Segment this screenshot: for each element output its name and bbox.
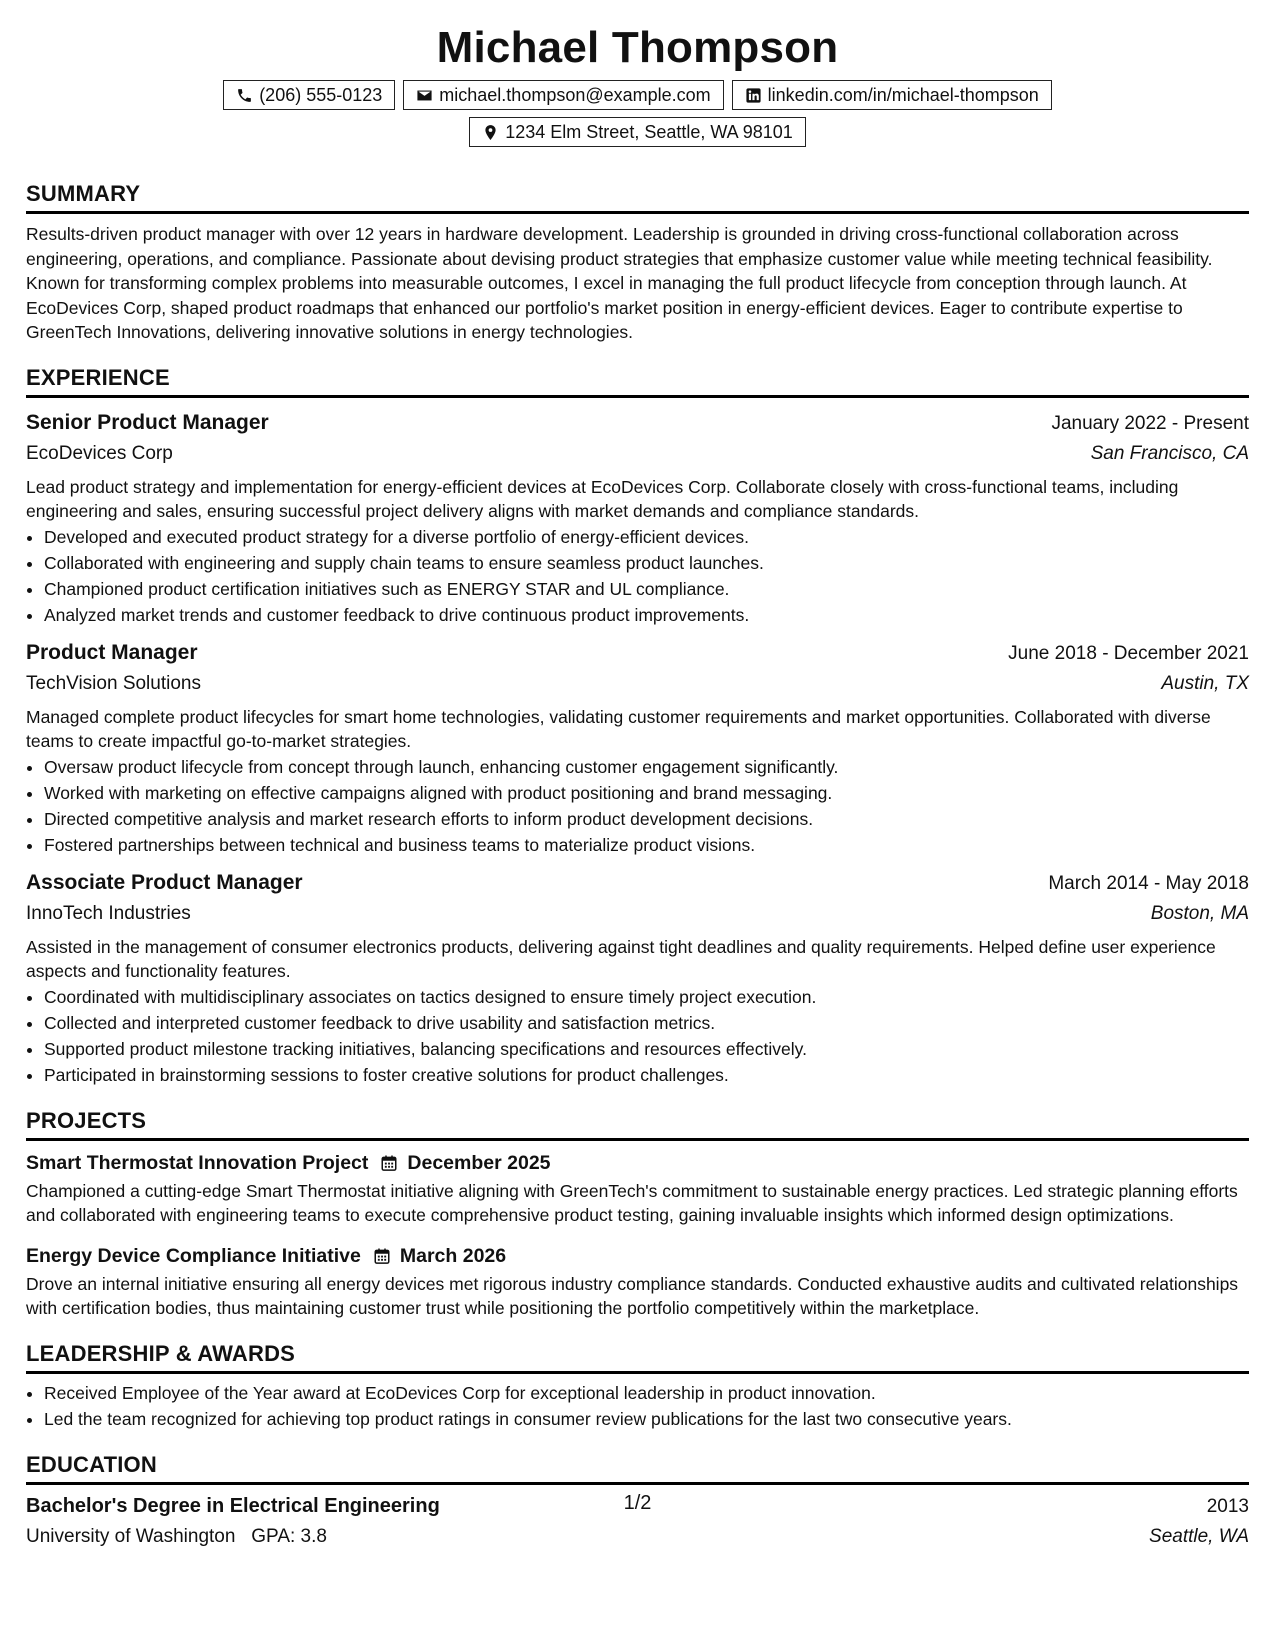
project-entry xyxy=(26,1149,1249,1228)
phone-text: (206) 555-0123 xyxy=(259,84,383,105)
list-item: • Received Employee of the Year award at EcoDevices Corp for exceptional leadership in product innovation. xyxy=(44,1380,1249,1406)
job-location: Boston, MA xyxy=(1150,902,1249,924)
list-item: • Coordinated with multidisciplinary associates on tactics designed to ensure timely project execution. xyxy=(44,984,1249,1010)
job-bullets xyxy=(26,754,1249,858)
calendar-icon xyxy=(373,1247,391,1265)
list-item: • Directed competitive analysis and market research efforts to inform product development decisions. xyxy=(44,806,1249,832)
list-item: • Collected and interpreted customer feedback to drive usability and satisfaction metrics. xyxy=(44,1010,1249,1036)
list-item: • Worked with marketing on effective campaigns aligned with product positioning and brand messaging. xyxy=(44,780,1249,806)
list-item: • Fostered partnerships between technical and business teams to materialize product visions. xyxy=(44,832,1249,858)
project-date: December 2025 xyxy=(407,1151,551,1174)
list-item: • Supported product milestone tracking initiatives, balancing specifications and resources effectively. xyxy=(44,1036,1249,1062)
list-item: • Developed and executed product strategy for a diverse portfolio of energy-efficient devices. xyxy=(44,524,1249,550)
degree-title: Bachelor's Degree in Electrical Engineering xyxy=(26,1494,440,1517)
job-title: Senior Product Manager xyxy=(26,410,269,434)
job-entry xyxy=(26,868,1249,1088)
job-location: San Francisco, CA xyxy=(1090,442,1249,464)
project-date: March 2026 xyxy=(399,1244,507,1267)
leadership-heading: LEADERSHIP & AWARDS xyxy=(26,1341,1249,1374)
leadership-bullets xyxy=(26,1380,1249,1432)
linkedin-pill[interactable] xyxy=(732,80,1052,110)
job-company: EcoDevices Corp xyxy=(26,442,173,464)
envelope-icon xyxy=(416,87,433,104)
address-pill xyxy=(469,117,806,147)
page-number: 1/2 xyxy=(623,1492,652,1514)
job-title: Product Manager xyxy=(26,640,198,664)
phone-pill[interactable] xyxy=(223,80,395,110)
education-heading: EDUCATION xyxy=(26,1452,1249,1485)
job-description: Assisted in the management of consumer electronics products, delivering against tight deadlines and quality requirements. Helped define user experience aspects and functionality features. xyxy=(26,936,1216,981)
list-item: • Analyzed market trends and customer feedback to drive continuous product improvements. xyxy=(44,602,1249,628)
list-item: • Collaborated with engineering and supply chain teams to ensure seamless product launches. xyxy=(44,550,1249,576)
job-location: Austin, TX xyxy=(1161,672,1249,694)
linkedin-icon xyxy=(745,87,762,104)
job-dates: June 2018 - December 2021 xyxy=(1008,642,1249,664)
job-dates: January 2022 - Present xyxy=(1051,412,1249,434)
experience-heading: EXPERIENCE xyxy=(26,365,1249,398)
job-title: Associate Product Manager xyxy=(26,870,303,894)
job-entry xyxy=(26,408,1249,628)
projects-heading: PROJECTS xyxy=(26,1108,1249,1141)
graduation-year: 2013 xyxy=(1206,1495,1249,1517)
map-pin-icon xyxy=(482,124,499,141)
candidate-name: Michael Thompson xyxy=(436,23,839,72)
project-name: Smart Thermostat Innovation Project xyxy=(26,1151,369,1174)
email-pill[interactable] xyxy=(403,80,723,110)
job-description: Managed complete product lifecycles for smart home technologies, validating customer requirements and market opportunities. Collaborated with diverse teams to create impactful go-to-market strategies. xyxy=(26,706,1211,751)
job-description: Lead product strategy and implementation for energy-efficient devices at EcoDevices Corp. Collaborate closely with cross-functional teams, including engineering and sales, ensuring successful project delivery aligns with market demands and compliance standards. xyxy=(26,476,1179,521)
project-name: Energy Device Compliance Initiative xyxy=(26,1244,361,1267)
list-item: • Championed product certification initiatives such as ENERGY STAR and UL compliance. xyxy=(44,576,1249,602)
list-item: • Oversaw product lifecycle from concept through launch, enhancing customer engagement significantly. xyxy=(44,754,1249,780)
list-item: • Led the team recognized for achieving top product ratings in consumer review publications for the last two consecutive years. xyxy=(44,1406,1249,1432)
list-item: • Participated in brainstorming sessions to foster creative solutions for product challenges. xyxy=(44,1062,1249,1088)
job-company: InnoTech Industries xyxy=(26,902,191,924)
job-company: TechVision Solutions xyxy=(26,672,201,694)
linkedin-text: linkedin.com/in/michael-thompson xyxy=(767,84,1039,105)
address-text: 1234 Elm Street, Seattle, WA 98101 xyxy=(505,121,793,142)
job-dates: March 2014 - May 2018 xyxy=(1048,872,1249,894)
resume-page xyxy=(26,0,1249,1552)
school-location: Seattle, WA xyxy=(1149,1525,1249,1547)
project-description: Championed a cutting-edge Smart Thermostat initiative aligning with GreenTech's commitment to sustainable energy practices. Led strategic planning efforts and collaborated with engineering teams to execute comprehensive product testing, gaining invaluable insights which informed design optimizations. xyxy=(26,1180,1238,1225)
email-text: michael.thompson@example.com xyxy=(439,84,711,105)
summary-text: Results-driven product manager with over 12 years in hardware development. Leadership is grounded in driving cross-functional collaboration across engineering, operations, and compliance. Passionate about devising product strategies that emphasize customer value while meeting technical feasibility. Known for transforming complex problems into measurable outcomes, I excel in managing the full product lifecycle from conception through launch. At EcoDevices Corp, shaped product roadmaps that enhanced our portfolio's market position in energy-efficient devices. Eager to contribute expertise to GreenTech Innovations, delivering innovative solutions in energy technologies. xyxy=(26,224,1213,342)
project-entry xyxy=(26,1242,1249,1321)
job-bullets xyxy=(26,524,1249,628)
school-name: University of Washington xyxy=(26,1525,236,1547)
summary-heading: SUMMARY xyxy=(26,181,1249,214)
address-row xyxy=(26,117,1249,147)
job-entry xyxy=(26,638,1249,858)
phone-icon xyxy=(236,87,253,104)
calendar-icon xyxy=(380,1154,398,1172)
job-bullets xyxy=(26,984,1249,1088)
gpa: GPA: 3.8 xyxy=(251,1525,327,1547)
project-description: Drove an internal initiative ensuring all energy devices met rigorous industry compliance standards. Conducted exhaustive audits and cultivated relationships with certification bodies, thus maintaining customer trust while positioning the portfolio competitively within the marketplace. xyxy=(26,1273,1239,1318)
contact-row xyxy=(26,80,1249,110)
